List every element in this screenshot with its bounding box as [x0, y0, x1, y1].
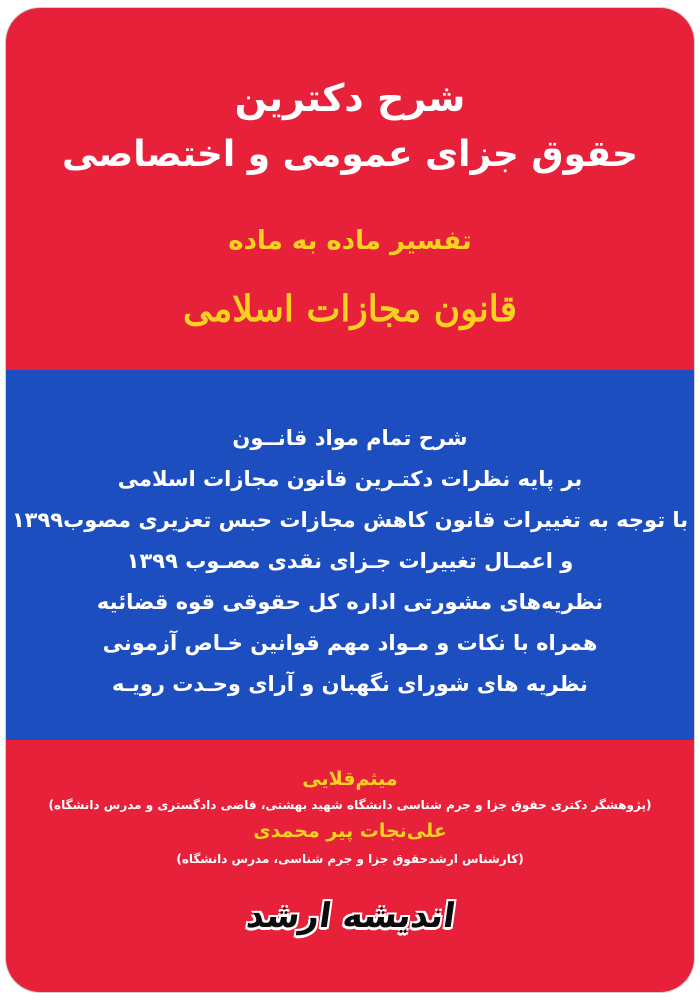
feature-line: نظریه‌های مشورتی اداره کل حقوقی قوه قضائیه [96, 590, 604, 614]
publisher-logo: اندیشه ارشد [244, 896, 458, 936]
cover-law-title: قانون مجازات اسلامی [182, 288, 517, 330]
author-name: علی‌نجات پیر محمدی [253, 820, 447, 842]
feature-line: بر پایه نظرات دکتـرین قانون مجازات اسلامی [117, 467, 583, 491]
feature-line: و اعمـال تغییرات جـزای نقدی مصـوب ۱۳۹۹ [126, 549, 574, 573]
feature-line: شرح تمام مواد قانــون [232, 426, 468, 450]
cover-top-section [6, 8, 694, 370]
author-name: میثم‌قلایی [302, 768, 398, 790]
author-description: (پژوهشگر دکتری حقوق جزا و جرم شناسی دانشگاه شهید بهشتی، قاضی دادگستری و مدرس دانشگاه) [48, 798, 652, 812]
feature-line: با توجه به تغییرات قانون کاهش مجازات حبس تعزیری مصوب۱۳۹۹ [11, 508, 689, 532]
feature-line: نظریه های شورای نگهبان و آرای وحـدت رویـه [112, 672, 588, 696]
author-description: (کارشناس ارشدحقوق جزا و جرم شناسی، مدرس دانشگاه) [176, 852, 524, 866]
cover-title-line2: حقوق جزای عمومی و اختصاصی [62, 134, 638, 175]
book-cover [6, 8, 694, 992]
authors-section [6, 740, 694, 992]
cover-title-line1: شرح دکترین [234, 76, 466, 120]
features-band [6, 370, 694, 740]
features-list [6, 418, 694, 705]
cover-subtitle: تفسیر ماده به ماده [228, 226, 472, 256]
feature-line: همراه با نکات و مـواد مهم قوانین خـاص آزمونی [102, 631, 598, 655]
